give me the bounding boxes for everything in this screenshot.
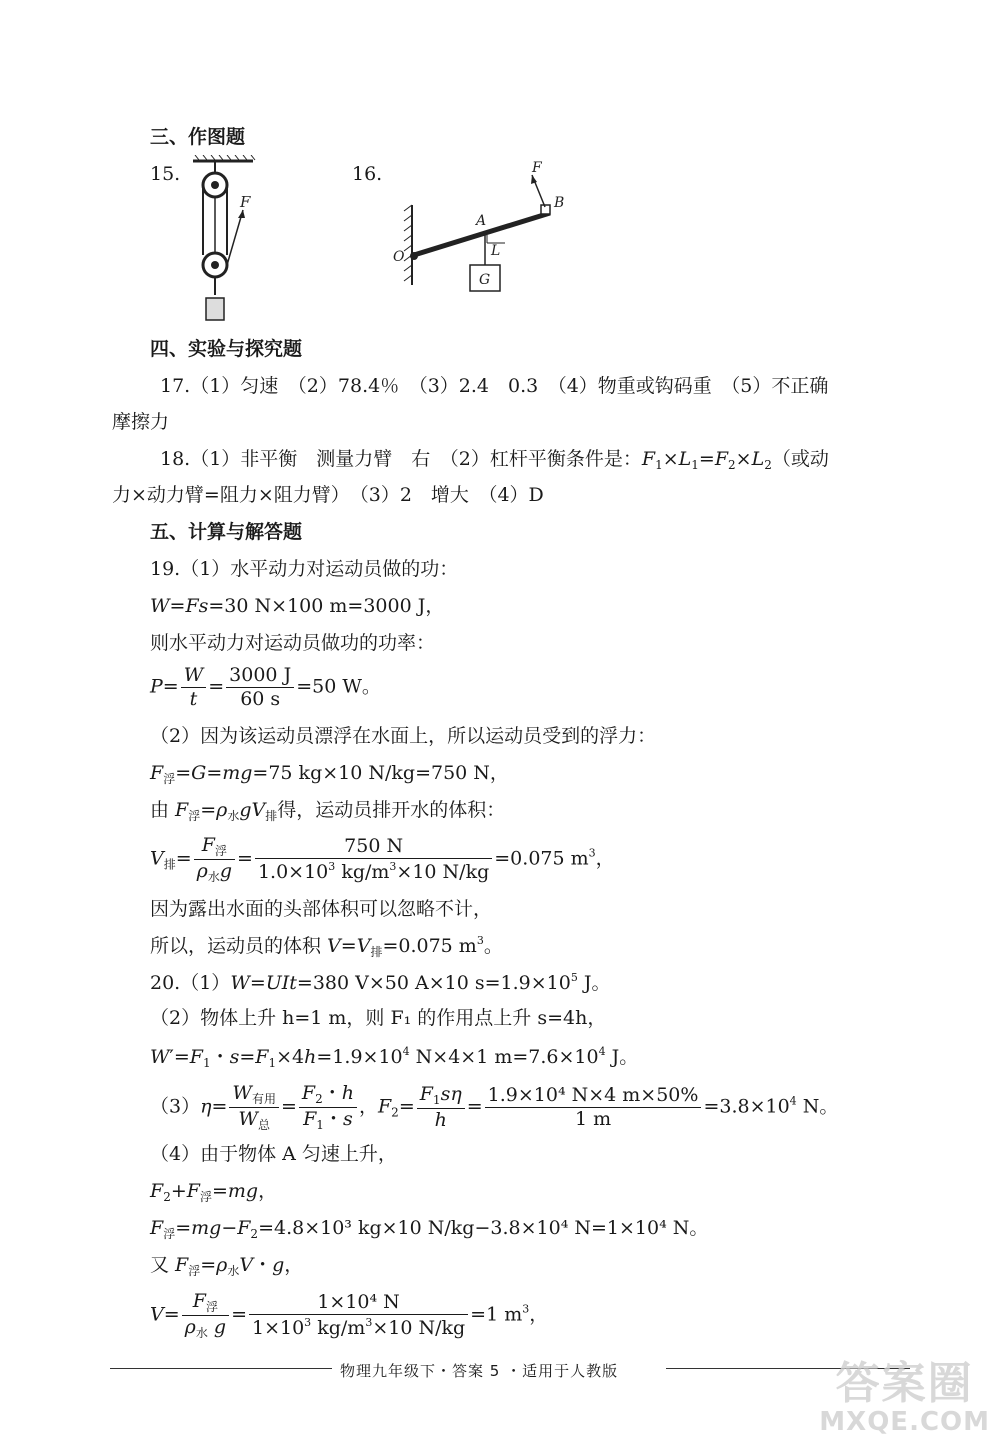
- q18-line-2: 力×动力臂=阻力×阻力臂） （3）2 增大 （4）D: [112, 484, 544, 506]
- question-16-number: 16.: [352, 163, 383, 185]
- section-3-title: 三、作图题: [150, 126, 246, 148]
- q20-line-3: $W'=F_1$・$s=F_1\times 4h=1.9\times 10^4$ N×4×1 $m=7.6\times 10^4$ J。: [150, 1045, 639, 1070]
- q19-buoyancy-formula: $F_浮=G=mg=75$ kg×10 N/kg=750 N，: [150, 762, 509, 786]
- figure-16-label-G: G: [479, 272, 491, 288]
- figure-16-label-L: L: [491, 243, 501, 259]
- section-4-title: 四、实验与探究题: [150, 338, 303, 360]
- q20-line-7: $F_浮=mg-F_2=4.8\times 10^3$ kg×10 N/kg−3.8×10⁴ N=1×10⁴ N。: [150, 1217, 709, 1241]
- q17-line-1: 17.（1）匀速 （2）78.4％ （3）2.4 0.3 （4）物重或钩码重 （5）不正确: [160, 375, 829, 397]
- q19-line-9: 因为露出水面的头部体积可以忽略不计，: [150, 898, 493, 920]
- figure-15-force-label: F: [240, 193, 251, 211]
- section-5-title: 五、计算与解答题: [150, 521, 303, 543]
- q20-line-1: 20.（1）W=UIt=380 V×50 A×10 $s=1.9\times 10^5$ J。: [150, 971, 611, 994]
- q19-archimedes-line: 由 $F_浮=\rho_水gV_排$得，运动员排开水的体积：: [150, 799, 506, 823]
- q19-line-10: 所以，运动员的体积 $V=V_排=0.075$ $m^3$。: [150, 934, 503, 959]
- q17-line-2: 摩擦力: [112, 411, 170, 433]
- watermark-title: 答案圈: [835, 1358, 974, 1409]
- q19-line-1: 19.（1）水平动力对运动员做的功：: [150, 558, 459, 580]
- figure-16-label-B: B: [554, 195, 565, 211]
- q19-volume-formula: $V_排=$ $\frac{F_浮}{\rho_水g}$ = $\frac{750 N}{1.0\times 10^3 kg/m^3\times 10 N/kg}$ =0.075 $m^3$，: [150, 834, 615, 884]
- figure-15-pulley-diagram: [185, 155, 265, 325]
- figure-16-label-F: F: [532, 160, 542, 176]
- q19-work-formula: W=Fs=30 N×100 m=3000 J，: [150, 595, 445, 617]
- q19-power-formula: P= $\frac{W}{t}$ = $\frac{3000 J}{60 s}$ =50 W。: [150, 664, 381, 710]
- q20-volume-formula: V= $\frac{F_浮}{\rho_水 g}$ = $\frac{\text{1×10⁴ N}}{1\times 10^3 kg/m^3\times 10 N/kg}$ =1 $m^3$，: [150, 1290, 549, 1340]
- q19-line-3: 则水平动力对运动员做功的功率：: [150, 632, 436, 654]
- figure-16-label-O: O: [393, 249, 405, 265]
- page-footer: [110, 1360, 910, 1380]
- q18-line-1: 18.（1）非平衡 测量力臂 右 （2）杠杆平衡条件是：$F_1\times L_1=F_2\times L_2$（或动: [160, 448, 829, 472]
- footer-rule-left: [110, 1368, 332, 1369]
- figure-16-label-A: A: [476, 213, 487, 229]
- watermark-logo: [819, 1347, 990, 1437]
- q20-line-2: （2）物体上升 h=1 m，则 F₁ 的作用点上升 s=4h，: [150, 1007, 607, 1029]
- footer-text: 物理九年级下・答案 5 ・适用于人教版: [340, 1362, 619, 1380]
- q20-line-8: 又 $F_浮=\rho_水V$・g，: [150, 1254, 304, 1278]
- q20-efficiency-formula: （3）η= $\frac{W_{有用}}{W_总}$ = $\frac{F_2・h}{F_1・s}$ ，$F_2=$ $\frac{F_1s\eta}{h}$ = $\frac{\text{1.9×10⁴ N×4 m×50\%}}{1 m}$ $=3.8\times 10^4$ N。: [150, 1082, 839, 1132]
- q19-part-2: （2）因为该运动员漂浮在水面上，所以运动员受到的浮力：: [150, 725, 657, 747]
- watermark-url: MXQE.COM: [819, 1407, 990, 1437]
- question-15-number: 15.: [150, 163, 181, 185]
- q20-line-6: $F_2+F_浮=mg$，: [150, 1180, 278, 1204]
- q20-line-5: （4）由于物体 A 匀速上升，: [150, 1143, 397, 1165]
- figure-16-lever-diagram: [390, 155, 580, 300]
